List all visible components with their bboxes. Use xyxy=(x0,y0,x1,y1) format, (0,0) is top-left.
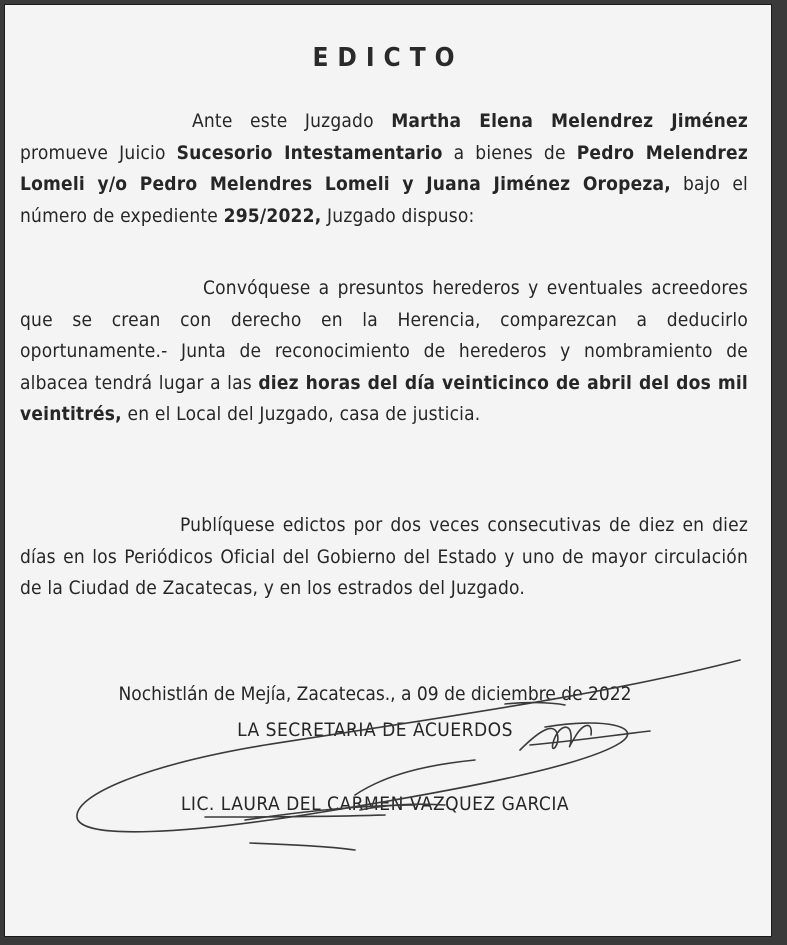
convocation-text-2: en el Local del Juzgado, casa de justicia. xyxy=(121,403,481,425)
document-title: EDICTO xyxy=(312,43,464,73)
intro-text-1: Ante este Juzgado xyxy=(192,110,392,132)
signer-name: LIC. LAURA DEL CARMEN VAZQUEZ GARCIA xyxy=(180,793,570,815)
signer-role: LA SECRETARIA DE ACUERDOS xyxy=(237,719,513,741)
hearing-date: diez horas del día veinticinco de abril del dos mil veintitrés, xyxy=(20,371,748,425)
edict-document xyxy=(4,4,772,937)
intro-text-2: promueve Juicio xyxy=(20,141,177,164)
case-number: 295/2022, xyxy=(223,204,322,227)
intro-text-5: Juzgado dispuso: xyxy=(321,204,475,227)
place-date: Nochistlán de Mejía, Zacatecas., a 09 de diciembre de 2022 xyxy=(118,683,632,705)
convocation-text-1: Convóquese a presuntos herederos y eventuales acreedores que se crean con derecho en la Herencia, comparezcan a deducirlo oportunamente.- Junta de reconocimiento de herederos y nombramiento de albacea tendrá lugar a las xyxy=(20,277,748,394)
publication-text: Publíquese edictos por dos veces consecutivas de diez en diez días en los Periódicos Oficial del Gobierno del Estado y uno de mayor circulación de la Ciudad de Zacatecas, y en los estrados del Juzgado. xyxy=(20,514,748,599)
paragraph-convocation xyxy=(20,273,748,431)
intro-text-4: bajo el número de expediente xyxy=(20,173,748,227)
paragraph-publication xyxy=(20,510,748,605)
intro-text-3: a bienes de xyxy=(442,141,577,164)
deceased-names: Pedro Melendrez Lomeli y/o Pedro Melendres Lomeli y Juana Jiménez Oropeza, xyxy=(20,141,748,195)
promoter-name: Martha Elena Melendrez Jiménez xyxy=(391,110,748,132)
paragraph-intro xyxy=(20,106,748,232)
trial-type: Sucesorio Intestamentario xyxy=(176,141,443,164)
